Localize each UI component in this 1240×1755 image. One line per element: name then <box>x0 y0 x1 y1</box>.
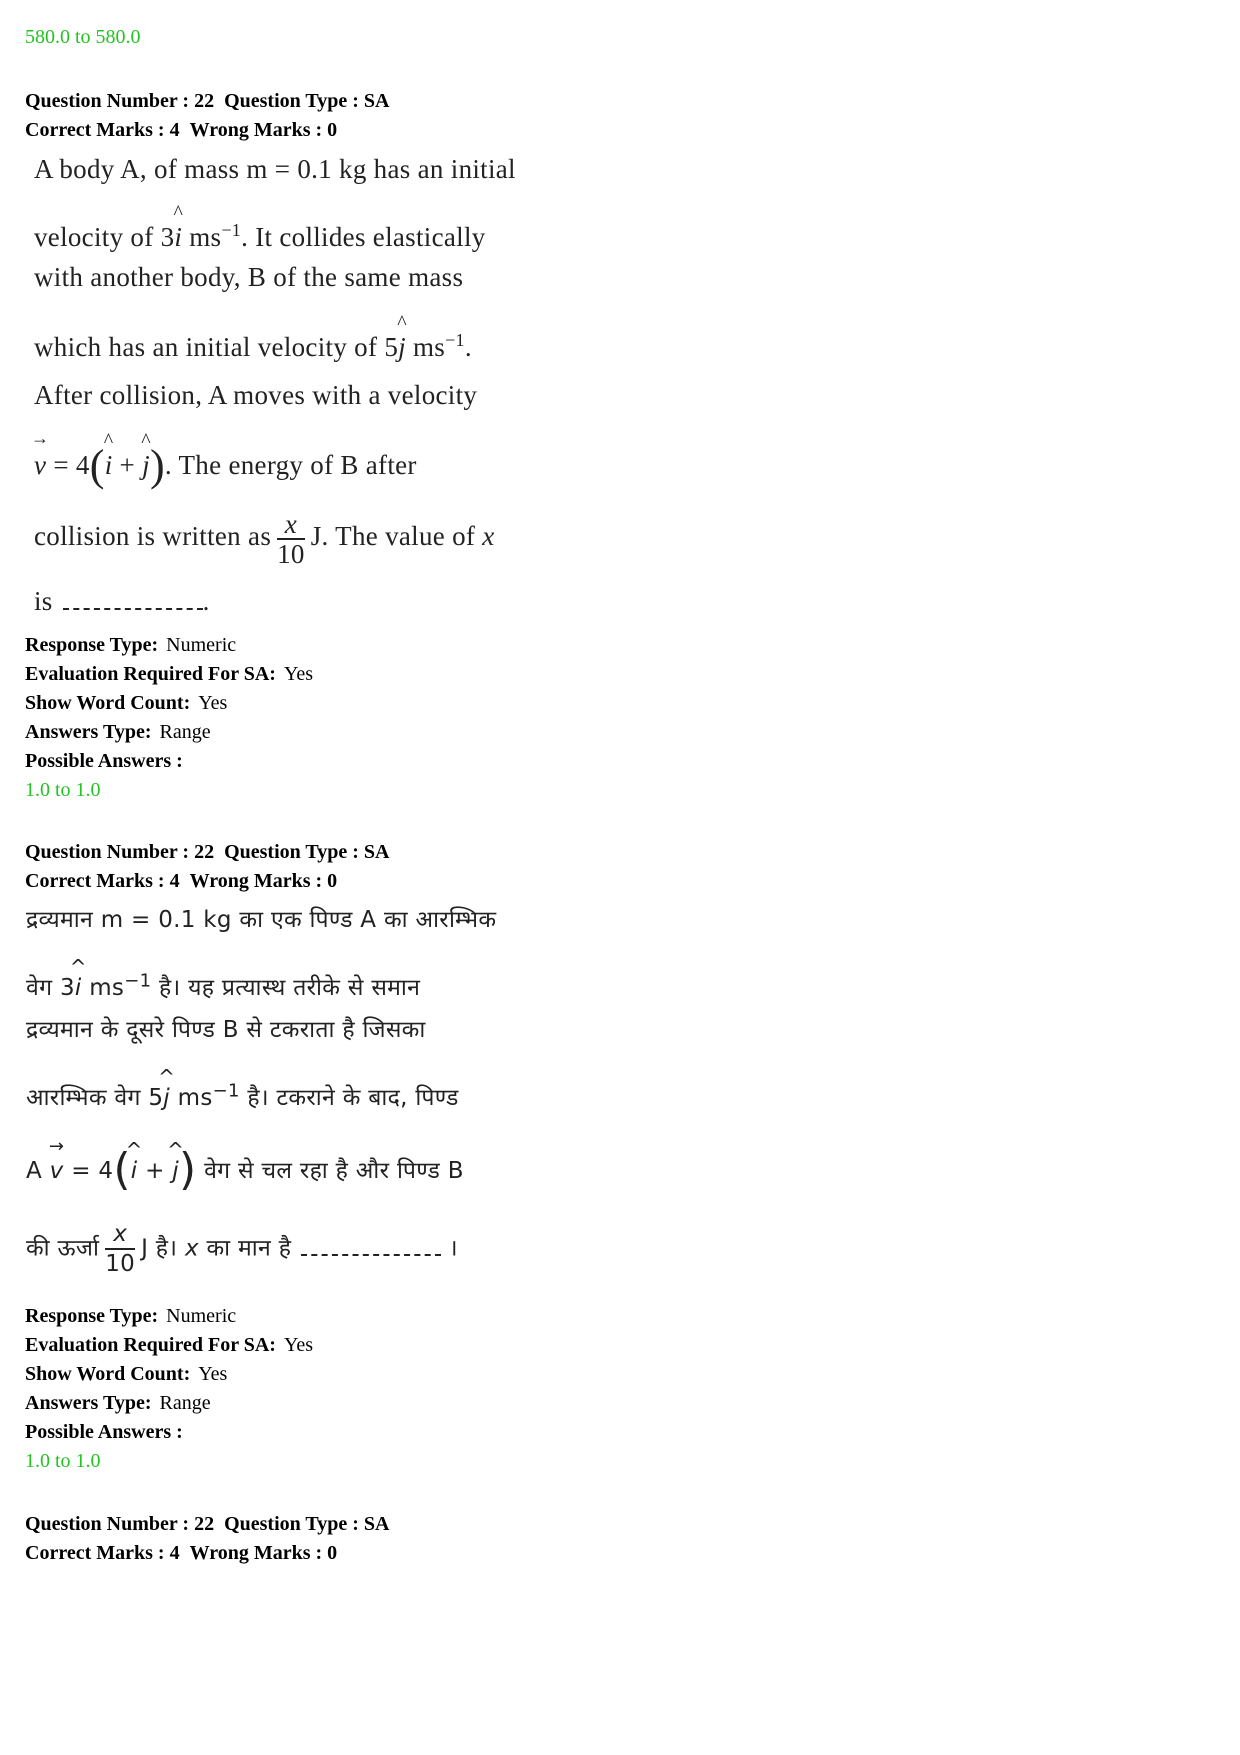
wrong-marks: Wrong Marks : 0 <box>189 870 338 892</box>
question-type: Question Type : SA <box>224 1513 390 1535</box>
meta-row: Show Word Count: Yes <box>25 692 228 714</box>
wrong-marks: Wrong Marks : 0 <box>189 1542 338 1564</box>
question-line: वेग 3^ i $ms^{-1}$ है। यह प्रत्यास्थ तरीके से समान <box>26 970 420 1002</box>
question-line: A body A, of mass m = 0.1 kg has an initial <box>34 154 516 184</box>
possible-answer-range: 1.0 to 1.0 <box>25 779 101 801</box>
question-line: After collision, A moves with a velocity <box>34 380 478 410</box>
correct-marks: Correct Marks : 4 <box>25 870 180 892</box>
question-header-line1 <box>25 838 400 867</box>
meta-row: Possible Answers : <box>25 1421 183 1443</box>
question-line: द्रव्यमान के दूसरे पिण्ड B से टकराता है जिसका <box>26 1017 426 1043</box>
fraction: $\frac{x}{10}$ <box>105 1221 136 1277</box>
question-header-line2 <box>25 116 400 145</box>
question-type: Question Type : SA <box>224 90 390 112</box>
question-number: Question Number : 22 <box>25 90 215 112</box>
question-line: which has an initial velocity of 5^ j $ms^{-1}$. <box>34 330 472 363</box>
answer-blank <box>301 1254 441 1256</box>
meta-row: Answers Type: Range <box>25 1392 211 1414</box>
question-line: द्रव्यमान m = 0.1 kg का एक पिण्ड A का आरम्भिक <box>26 907 497 933</box>
question-type: Question Type : SA <box>224 841 390 863</box>
question-number: Question Number : 22 <box>25 841 215 863</box>
question-meta <box>25 1302 313 1476</box>
question-header-line2 <box>25 1539 400 1568</box>
question-number: Question Number : 22 <box>25 1513 215 1535</box>
correct-marks: Correct Marks : 4 <box>25 119 180 141</box>
previous-answer-range: 580.0 to 580.0 <box>25 26 141 48</box>
wrong-marks: Wrong Marks : 0 <box>189 119 338 141</box>
question-line: A → v = 4(^ i + ^ j) वेग से चल रहा है और पिण्ड B <box>26 1144 464 1195</box>
question-line: collision is written as $\frac{x}{10}$ J. The value of x <box>34 509 495 569</box>
meta-row: Evaluation Required For SA: Yes <box>25 1334 314 1356</box>
question-header <box>25 87 400 145</box>
meta-row: Show Word Count: Yes <box>25 1363 228 1385</box>
fraction: $\frac{x}{10}$ <box>277 509 305 569</box>
correct-marks: Correct Marks : 4 <box>25 1542 180 1564</box>
question-meta <box>25 631 313 805</box>
meta-row: Possible Answers : <box>25 750 183 772</box>
question-line: आरम्भिक वेग 5^ j $ms^{-1}$ है। टकराने के बाद, पिण्ड <box>26 1080 459 1112</box>
question-line: with another body, B of the same mass <box>34 262 464 292</box>
question-header-line1 <box>25 1510 400 1539</box>
question-line: velocity of 3^ i $ms^{-1}$. It collides elastically <box>34 220 486 253</box>
question-header-line2 <box>25 867 400 896</box>
question-line: की ऊर्जा $\frac{x}{10}$ J है। x का मान है । <box>26 1221 458 1277</box>
possible-answer-range: 1.0 to 1.0 <box>25 1450 101 1472</box>
meta-row: Evaluation Required For SA: Yes <box>25 663 314 685</box>
meta-row: Response Type: Numeric <box>25 1305 237 1327</box>
question-line: → v = 4(^ i + ^ j). The energy of B after <box>34 440 417 491</box>
question-line: is . <box>34 586 210 616</box>
meta-row: Response Type: Numeric <box>25 634 237 656</box>
question-header <box>25 1510 400 1568</box>
question-header-line1 <box>25 87 400 116</box>
question-header <box>25 838 400 896</box>
answer-blank <box>63 608 203 610</box>
meta-row: Answers Type: Range <box>25 721 211 743</box>
